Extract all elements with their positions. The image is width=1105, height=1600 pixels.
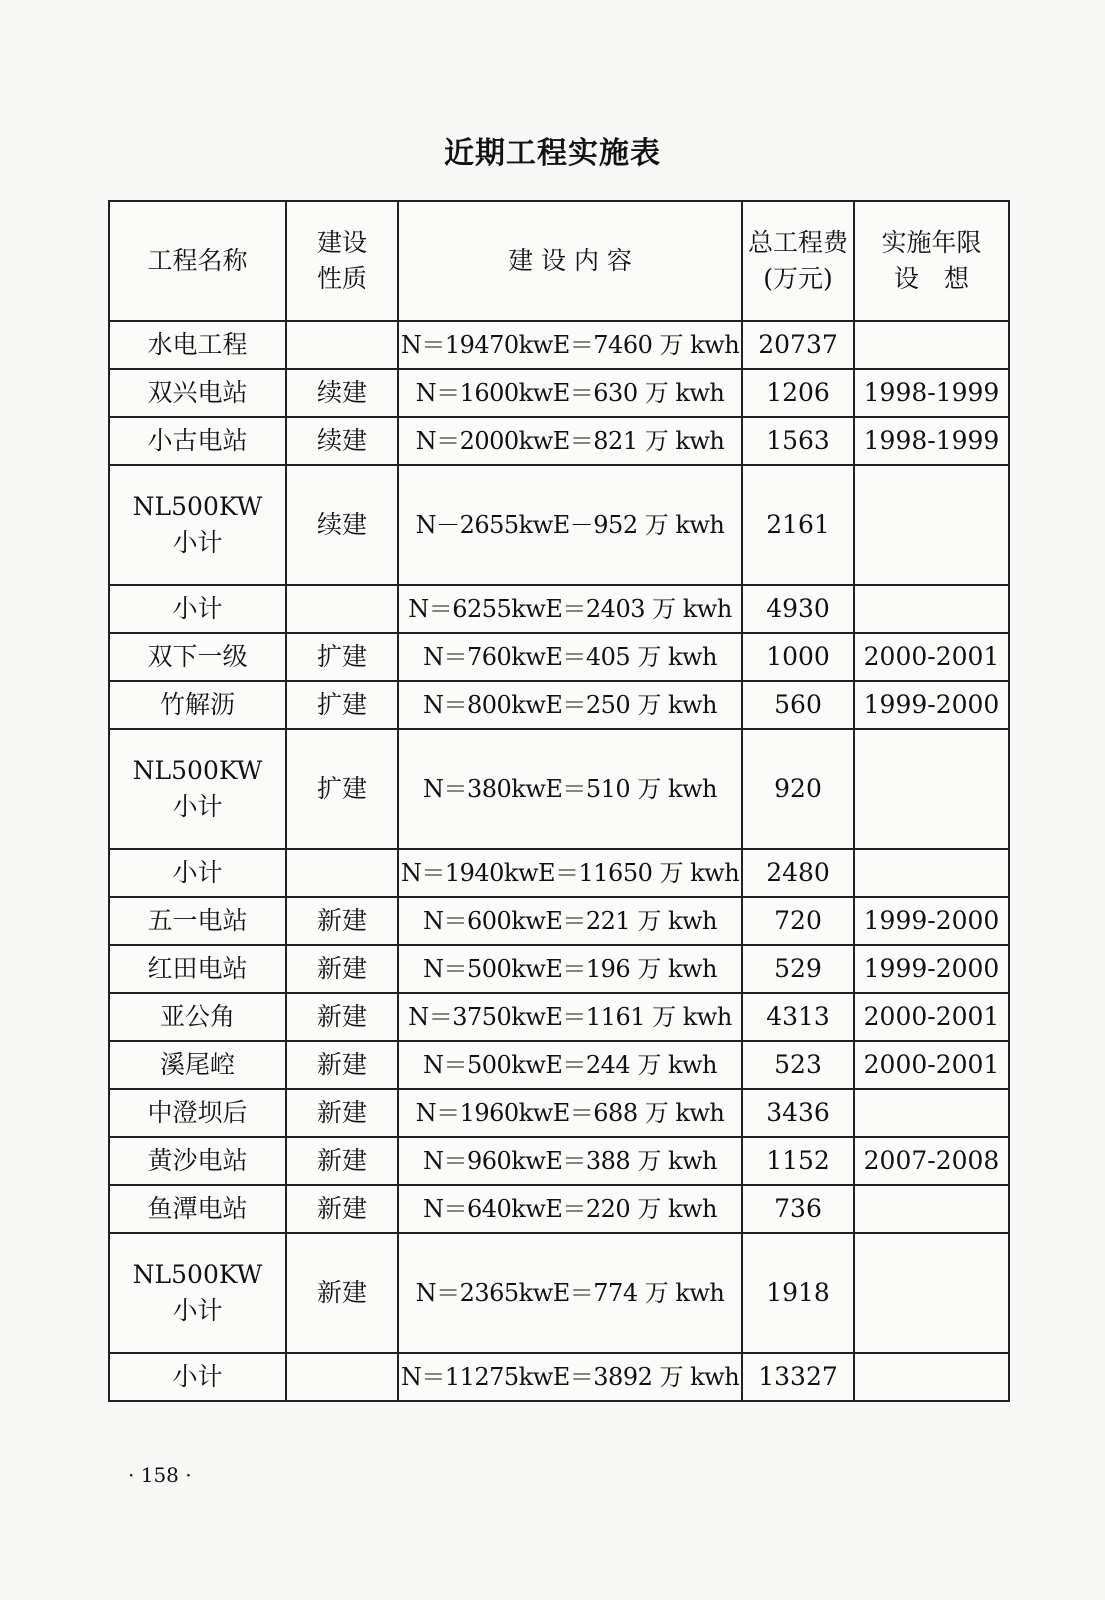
cell-name-line1: 小计: [172, 857, 223, 887]
cell-content: N＝500kwE＝244 万 kwh: [398, 1041, 742, 1089]
cell-name: [109, 1353, 286, 1401]
cell-cost: 560: [742, 681, 854, 729]
cell-name: [109, 1185, 286, 1233]
header-period-line1: 实施年限: [881, 227, 982, 257]
cell-cost: 2161: [742, 465, 854, 585]
cell-type: 新建: [286, 945, 398, 993]
table-body: [109, 321, 1009, 1401]
table-row: [109, 633, 1009, 681]
cell-type: 续建: [286, 417, 398, 465]
cell-type: 新建: [286, 1185, 398, 1233]
cell-content: N＝19470kwE＝7460 万 kwh: [398, 321, 742, 369]
table-row: [109, 849, 1009, 897]
cell-name-line1: 双兴电站: [147, 377, 248, 407]
cell-type: 新建: [286, 1089, 398, 1137]
table-row: [109, 1089, 1009, 1137]
cell-name: [109, 945, 286, 993]
cell-period: [854, 1185, 1009, 1233]
cell-name: [109, 1089, 286, 1137]
cell-cost: 3436: [742, 1089, 854, 1137]
header-period: [854, 201, 1009, 321]
cell-name-line1: 小计: [172, 593, 223, 623]
table-row: [109, 945, 1009, 993]
cell-content: N＝1940kwE＝11650 万 kwh: [398, 849, 742, 897]
cell-name: [109, 1137, 286, 1185]
cell-type: 新建: [286, 993, 398, 1041]
table-row: [109, 321, 1009, 369]
table-row: [109, 1185, 1009, 1233]
cell-cost: 529: [742, 945, 854, 993]
cell-cost: 1206: [742, 369, 854, 417]
cell-name-line1: 水电工程: [147, 329, 248, 359]
header-type-line1: 建设: [316, 227, 367, 257]
table-row: [109, 585, 1009, 633]
cell-name: [109, 1041, 286, 1089]
page-number: · 158 ·: [128, 1463, 192, 1487]
page-title: 近期工程实施表: [444, 136, 661, 171]
cell-content: N－2655kwE－952 万 kwh: [398, 465, 742, 585]
cell-content: N＝640kwE＝220 万 kwh: [398, 1185, 742, 1233]
table-row: [109, 417, 1009, 465]
cell-content: N＝3750kwE＝1161 万 kwh: [398, 993, 742, 1041]
cell-name: [109, 1233, 286, 1353]
table-row: [109, 993, 1009, 1041]
cell-type: 新建: [286, 1041, 398, 1089]
cell-name-line1: 中澄坝后: [147, 1097, 248, 1127]
cell-content: N＝600kwE＝221 万 kwh: [398, 897, 742, 945]
cell-content: N＝11275kwE＝3892 万 kwh: [398, 1353, 742, 1401]
cell-name: [109, 993, 286, 1041]
table-row: [109, 681, 1009, 729]
cell-name-line1: 亚公角: [159, 1001, 235, 1031]
table-row: [109, 1353, 1009, 1401]
cell-name-line1: 红田电站: [147, 953, 248, 983]
cell-type: 新建: [286, 1137, 398, 1185]
cell-content: N＝2000kwE＝821 万 kwh: [398, 417, 742, 465]
cell-content: N＝960kwE＝388 万 kwh: [398, 1137, 742, 1185]
cell-name-line1: 鱼潭电站: [147, 1193, 248, 1223]
header-type-line2: 性质: [316, 264, 367, 293]
cell-period: [854, 321, 1009, 369]
table-row: [109, 1041, 1009, 1089]
header-cost-line2: (万元): [763, 264, 833, 293]
cell-type: 扩建: [286, 729, 398, 849]
table-row: [109, 729, 1009, 849]
cell-name-line1: 双下一级: [147, 641, 248, 671]
header-cost: [742, 201, 854, 321]
table-row: [109, 1233, 1009, 1353]
cell-period: [854, 465, 1009, 585]
cell-name: [109, 585, 286, 633]
table-row: [109, 897, 1009, 945]
cell-content: N＝800kwE＝250 万 kwh: [398, 681, 742, 729]
cell-name: [109, 681, 286, 729]
cell-type: 扩建: [286, 681, 398, 729]
cell-cost: 736: [742, 1185, 854, 1233]
header-name: 工程名称: [109, 201, 286, 321]
header-content: 建 设 内 容: [398, 201, 742, 321]
cell-name-line1: NL500KW: [132, 491, 263, 521]
cell-name-line1: NL500KW: [132, 755, 263, 785]
cell-period: [854, 1353, 1009, 1401]
cell-period: 1998-1999: [854, 369, 1009, 417]
header-period-line2: 设 想: [893, 264, 969, 293]
cell-cost: 1000: [742, 633, 854, 681]
cell-type: [286, 1353, 398, 1401]
cell-period: 2000-2001: [854, 633, 1009, 681]
cell-period: 1999-2000: [854, 945, 1009, 993]
cell-name-line1: 小计: [172, 1361, 223, 1391]
cell-period: 1999-2000: [854, 681, 1009, 729]
cell-period: 1999-2000: [854, 897, 1009, 945]
cell-type: 新建: [286, 1233, 398, 1353]
cell-name-line1: 竹解沥: [159, 689, 235, 719]
cell-name-line2: 小计: [172, 528, 223, 557]
cell-cost: 20737: [742, 321, 854, 369]
project-table: [108, 200, 1010, 1402]
cell-content: N＝1600kwE＝630 万 kwh: [398, 369, 742, 417]
cell-name: [109, 321, 286, 369]
cell-period: 1998-1999: [854, 417, 1009, 465]
cell-type: 续建: [286, 369, 398, 417]
cell-name: [109, 897, 286, 945]
cell-name: [109, 369, 286, 417]
cell-type: [286, 585, 398, 633]
cell-cost: 1152: [742, 1137, 854, 1185]
cell-content: N＝760kwE＝405 万 kwh: [398, 633, 742, 681]
header-type: [286, 201, 398, 321]
cell-name: [109, 849, 286, 897]
cell-type: 续建: [286, 465, 398, 585]
cell-name-line1: NL500KW: [132, 1259, 263, 1289]
cell-cost: 2480: [742, 849, 854, 897]
cell-name: [109, 417, 286, 465]
table-row: [109, 369, 1009, 417]
cell-name: [109, 465, 286, 585]
cell-type: [286, 849, 398, 897]
cell-content: N＝500kwE＝196 万 kwh: [398, 945, 742, 993]
cell-type: 新建: [286, 897, 398, 945]
cell-cost: 1563: [742, 417, 854, 465]
table-row: [109, 1137, 1009, 1185]
cell-name-line2: 小计: [172, 792, 223, 821]
cell-cost: 4930: [742, 585, 854, 633]
table-header-row: [109, 201, 1009, 321]
cell-period: [854, 1089, 1009, 1137]
cell-period: [854, 1233, 1009, 1353]
cell-period: [854, 729, 1009, 849]
cell-cost: 1918: [742, 1233, 854, 1353]
cell-name: [109, 729, 286, 849]
cell-name-line1: 五一电站: [147, 905, 248, 935]
cell-content: N＝2365kwE＝774 万 kwh: [398, 1233, 742, 1353]
cell-cost: 523: [742, 1041, 854, 1089]
cell-name-line2: 小计: [172, 1296, 223, 1325]
cell-cost: 920: [742, 729, 854, 849]
cell-period: 2007-2008: [854, 1137, 1009, 1185]
cell-period: [854, 849, 1009, 897]
cell-cost: 720: [742, 897, 854, 945]
table-row: [109, 465, 1009, 585]
cell-period: 2000-2001: [854, 1041, 1009, 1089]
cell-cost: 13327: [742, 1353, 854, 1401]
cell-name-line1: 小古电站: [147, 425, 248, 455]
cell-period: [854, 585, 1009, 633]
cell-period: 2000-2001: [854, 993, 1009, 1041]
cell-content: N＝1960kwE＝688 万 kwh: [398, 1089, 742, 1137]
cell-content: N＝6255kwE＝2403 万 kwh: [398, 585, 742, 633]
cell-content: N＝380kwE＝510 万 kwh: [398, 729, 742, 849]
header-cost-line1: 总工程费: [747, 227, 848, 257]
cell-name-line1: 黄沙电站: [147, 1145, 248, 1175]
cell-name: [109, 633, 286, 681]
cell-name-line1: 溪尾崆: [159, 1049, 235, 1079]
cell-type: [286, 321, 398, 369]
cell-type: 扩建: [286, 633, 398, 681]
cell-cost: 4313: [742, 993, 854, 1041]
